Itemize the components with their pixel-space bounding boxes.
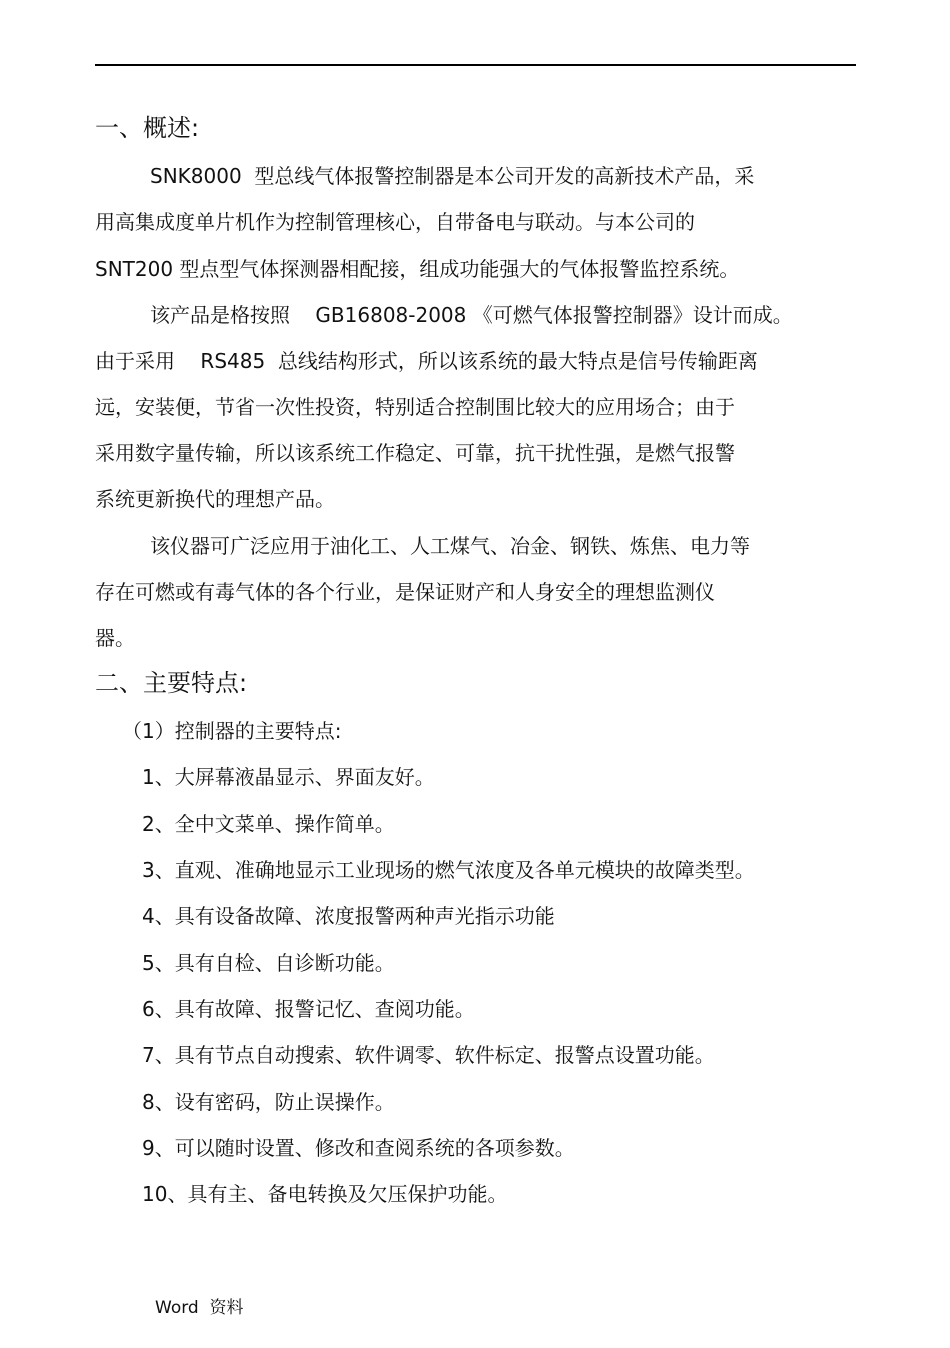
feature-item-6: 6、具有故障、报警记忆、查阅功能。: [142, 997, 475, 1021]
feature-item-4: 4、具有设备故障、浓度报警两种声光指示功能: [142, 904, 555, 928]
header-rule: [95, 64, 856, 66]
feature-item-2: 2、全中文菜单、操作简单。: [142, 812, 395, 836]
section2-subheading: （1）控制器的主要特点:: [122, 719, 342, 743]
section1-heading: 一、概述:: [95, 114, 200, 142]
para2-line1: 该产品是格按照 GB16808-2008 《可燃气体报警控制器》设计而成。: [150, 303, 793, 327]
feature-item-5: 5、具有自检、自诊断功能。: [142, 951, 395, 975]
feature-item-3: 3、直观、准确地显示工业现场的燃气浓度及各单元模块的故障类型。: [142, 858, 755, 882]
para1-line2: 用高集成度单片机作为控制管理核心，自带备电与联动。与本公司的: [95, 210, 695, 234]
para2-line2: 由于采用 RS485 总线结构形式，所以该系统的最大特点是信号传输距离: [95, 349, 758, 373]
para1-line3: SNT200 型点型气体探测器相配接，组成功能强大的气体报警监控系统。: [95, 257, 740, 281]
para3-line1: 该仪器可广泛应用于油化工、人工煤气、冶金、钢铁、炼焦、电力等: [150, 534, 750, 558]
para3-line2: 存在可燃或有毒气体的各个行业，是保证财产和人身安全的理想监测仪: [95, 580, 715, 604]
para3-line3: 器。: [95, 626, 135, 650]
feature-item-9: 9、可以随时设置、修改和查阅系统的各项参数。: [142, 1136, 575, 1160]
para1-line1: SNK8000 型总线气体报警控制器是本公司开发的高新技术产品，采: [150, 164, 755, 188]
para2-line4: 采用数字量传输，所以该系统工作稳定、可靠，抗干扰性强，是燃气报警: [95, 441, 735, 465]
feature-item-7: 7、具有节点自动搜索、软件调零、软件标定、报警点设置功能。: [142, 1043, 715, 1067]
para2-line3: 远，安装便，节省一次性投资，特别适合控制围比较大的应用场合；由于: [95, 395, 735, 419]
feature-item-10: 10、具有主、备电转换及欠压保护功能。: [142, 1182, 508, 1206]
feature-item-8: 8、设有密码，防止误操作。: [142, 1090, 395, 1114]
feature-item-1: 1、大屏幕液晶显示、界面友好。: [142, 765, 435, 789]
section2-heading: 二、主要特点:: [95, 669, 248, 697]
para2-line5: 系统更新换代的理想产品。: [95, 487, 335, 511]
page-footer: Word 资料: [155, 1298, 244, 1318]
